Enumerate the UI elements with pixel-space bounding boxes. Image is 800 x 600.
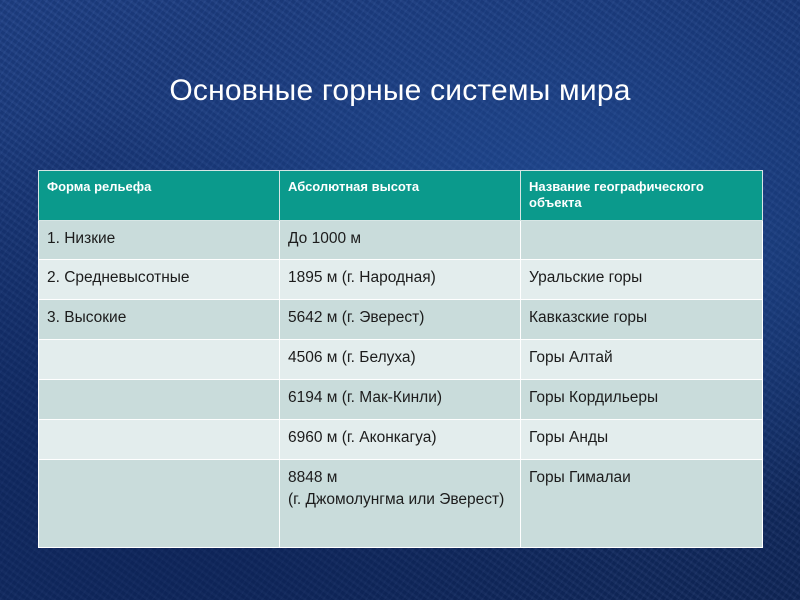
table-header-row bbox=[39, 171, 763, 221]
cell-height: 6194 м (г. Мак-Кинли) bbox=[280, 379, 521, 419]
cell-height: 8848 м (г. Джомолунгма или Эверест) bbox=[280, 459, 521, 547]
table-row bbox=[39, 459, 763, 547]
cell-relief-form bbox=[39, 419, 280, 459]
cell-relief-form: 2. Средневысотные bbox=[39, 259, 280, 299]
cell-relief-form bbox=[39, 379, 280, 419]
cell-relief-form bbox=[39, 459, 280, 547]
header-absolute-height: Абсолютная высота bbox=[280, 171, 521, 221]
cell-object-name: Горы Анды bbox=[521, 419, 763, 459]
cell-object-name: Кавказские горы bbox=[521, 299, 763, 339]
cell-height: 1895 м (г. Народная) bbox=[280, 259, 521, 299]
cell-object-name: Горы Алтай bbox=[521, 339, 763, 379]
cell-object-name: Горы Кордильеры bbox=[521, 379, 763, 419]
cell-object-name: Горы Гималаи bbox=[521, 459, 763, 547]
cell-relief-form: 1. Низкие bbox=[39, 220, 280, 259]
table-row bbox=[39, 220, 763, 259]
header-relief-form: Форма рельефа bbox=[39, 171, 280, 221]
table-row bbox=[39, 379, 763, 419]
cell-height: 5642 м (г. Эверест) bbox=[280, 299, 521, 339]
cell-relief-form bbox=[39, 339, 280, 379]
cell-height: 4506 м (г. Белуха) bbox=[280, 339, 521, 379]
table-row bbox=[39, 299, 763, 339]
cell-height: До 1000 м bbox=[280, 220, 521, 259]
slide-title: Основные горные системы мира bbox=[169, 74, 631, 107]
header-geographic-name: Название географического объекта bbox=[521, 171, 763, 221]
cell-object-name bbox=[521, 220, 763, 259]
cell-height: 6960 м (г. Аконкагуа) bbox=[280, 419, 521, 459]
table-row bbox=[39, 339, 763, 379]
table-row bbox=[39, 419, 763, 459]
cell-object-name: Уральские горы bbox=[521, 259, 763, 299]
cell-relief-form: 3. Высокие bbox=[39, 299, 280, 339]
mountain-systems-table bbox=[38, 170, 763, 548]
table-row bbox=[39, 259, 763, 299]
